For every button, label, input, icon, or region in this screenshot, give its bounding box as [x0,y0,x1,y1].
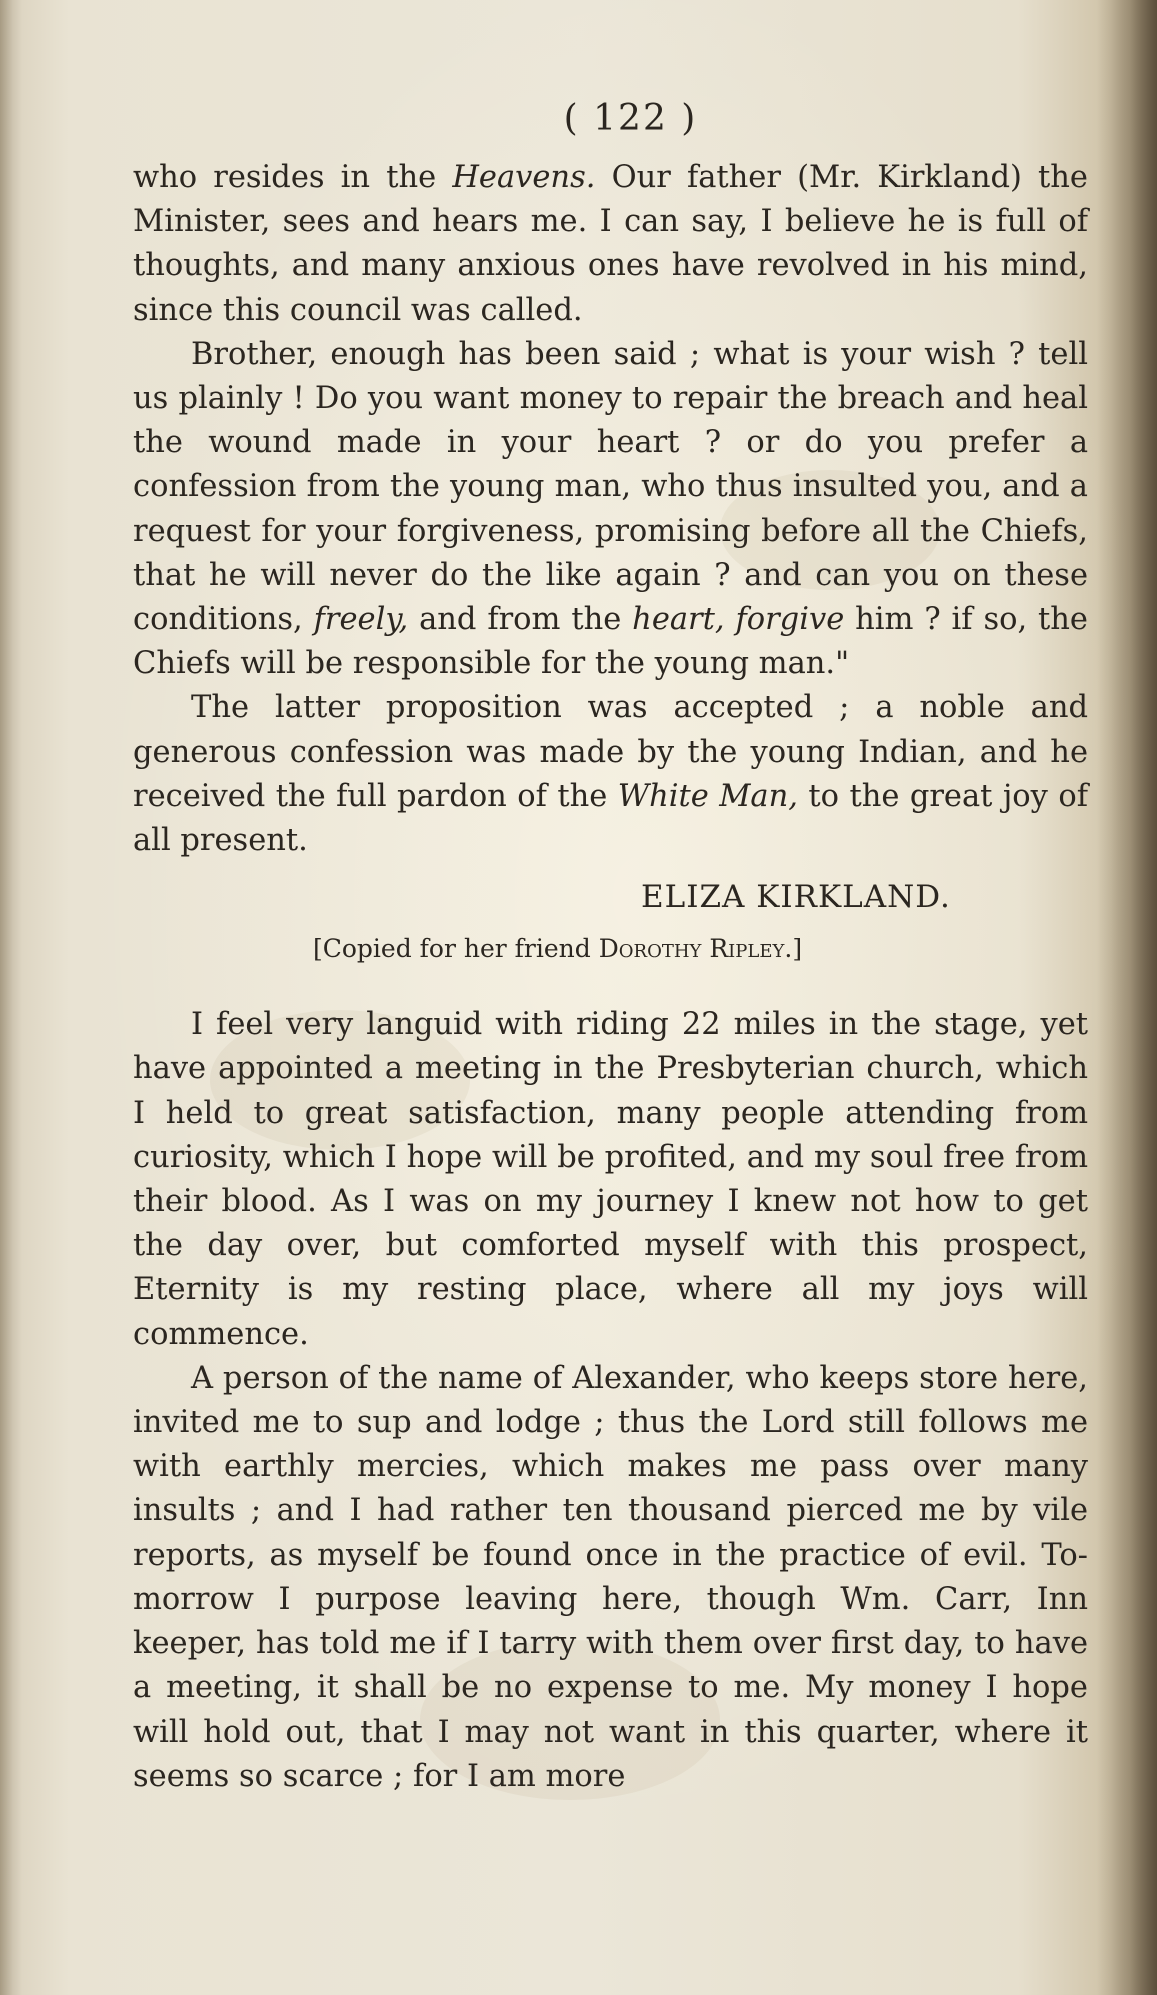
signature: ELIZA KIRKLAND. [641,879,951,916]
text-run: who resides in the [133,160,453,195]
text-run: to the great joy of all present. [133,778,1088,859]
text-run: him ? if so, the Chiefs will be responsible for the young man." [133,602,1088,682]
lower-text [133,1003,1088,1799]
text-run: I feel very languid with riding 22 miles in the stage, yet have appointed a meeting in the Presbyterian church, which I held to great satisfaction, many people attending from curiosity, which I hope will be profited, and my soul free from their blood. As I was on my journey I knew not how to get the day over, but comforted myself with this prospect, Eternity is my resting place, where all my joys will commence. [133,1007,1088,1352]
italic-text: heart, forgive [632,602,845,638]
italic-text: White Man, [617,778,798,814]
text-block [133,82,1088,1799]
paragraph [133,1003,1088,1357]
text-run: The latter proposition was accepted ; a noble and generous confession was made by the young Indian, and he received the full pardon of the [133,690,1088,814]
page-edge [1097,0,1157,1995]
binding-gutter [0,0,22,1995]
text-run: Brother, enough has been said ; what is your wish ? tell us plainly ! Do you want money to repair the breach and heal the wound made in your heart ? or do you prefer a confession from the young man, who thus insulted you, and a request for your forgiveness, promising before all the Chiefs, that he will never do the like again ? and can you on these conditions, [133,336,1088,638]
copied-note-prefix: [Copied for her friend [313,934,599,964]
page-number: ( 122 ) [563,98,698,139]
copied-note-suffix: .] [784,934,803,964]
text-run: A person of the name of Alexander, who keeps store here, invited me to sup and lodge ; thus the Lord still follows me with earthly mercies, which makes me pass over many insults ; and I had rather ten thousand pierced me by vile reports, as myself be found once in the practice of evil. To-morrow I purpose leaving here, though Wm. Carr, Inn keeper, has told me if I tarry with them over first day, to have a meeting, it shall be no expense to me. My money I hope will hold out, that I may not want in this quarter, where it seems so scarce ; for I am more [133,1360,1088,1794]
paragraph [133,333,1088,687]
text-run: Our father (Mr. Kirkland) the Minister, sees and hears me. I can say, I believe he is full of thoughts, and many anxious ones have revolved in his mind, since this council was called. [133,160,1088,328]
text-run: and from the [408,602,633,638]
italic-text: Heavens. [452,160,596,195]
copied-note [133,929,1088,969]
paragraph [133,1357,1088,1799]
paragraph [133,686,1088,863]
paragraph [133,156,1088,333]
upper-text [133,156,1088,863]
copied-note-name: Dorothy Ripley [598,934,785,964]
italic-text: freely, [313,602,409,638]
